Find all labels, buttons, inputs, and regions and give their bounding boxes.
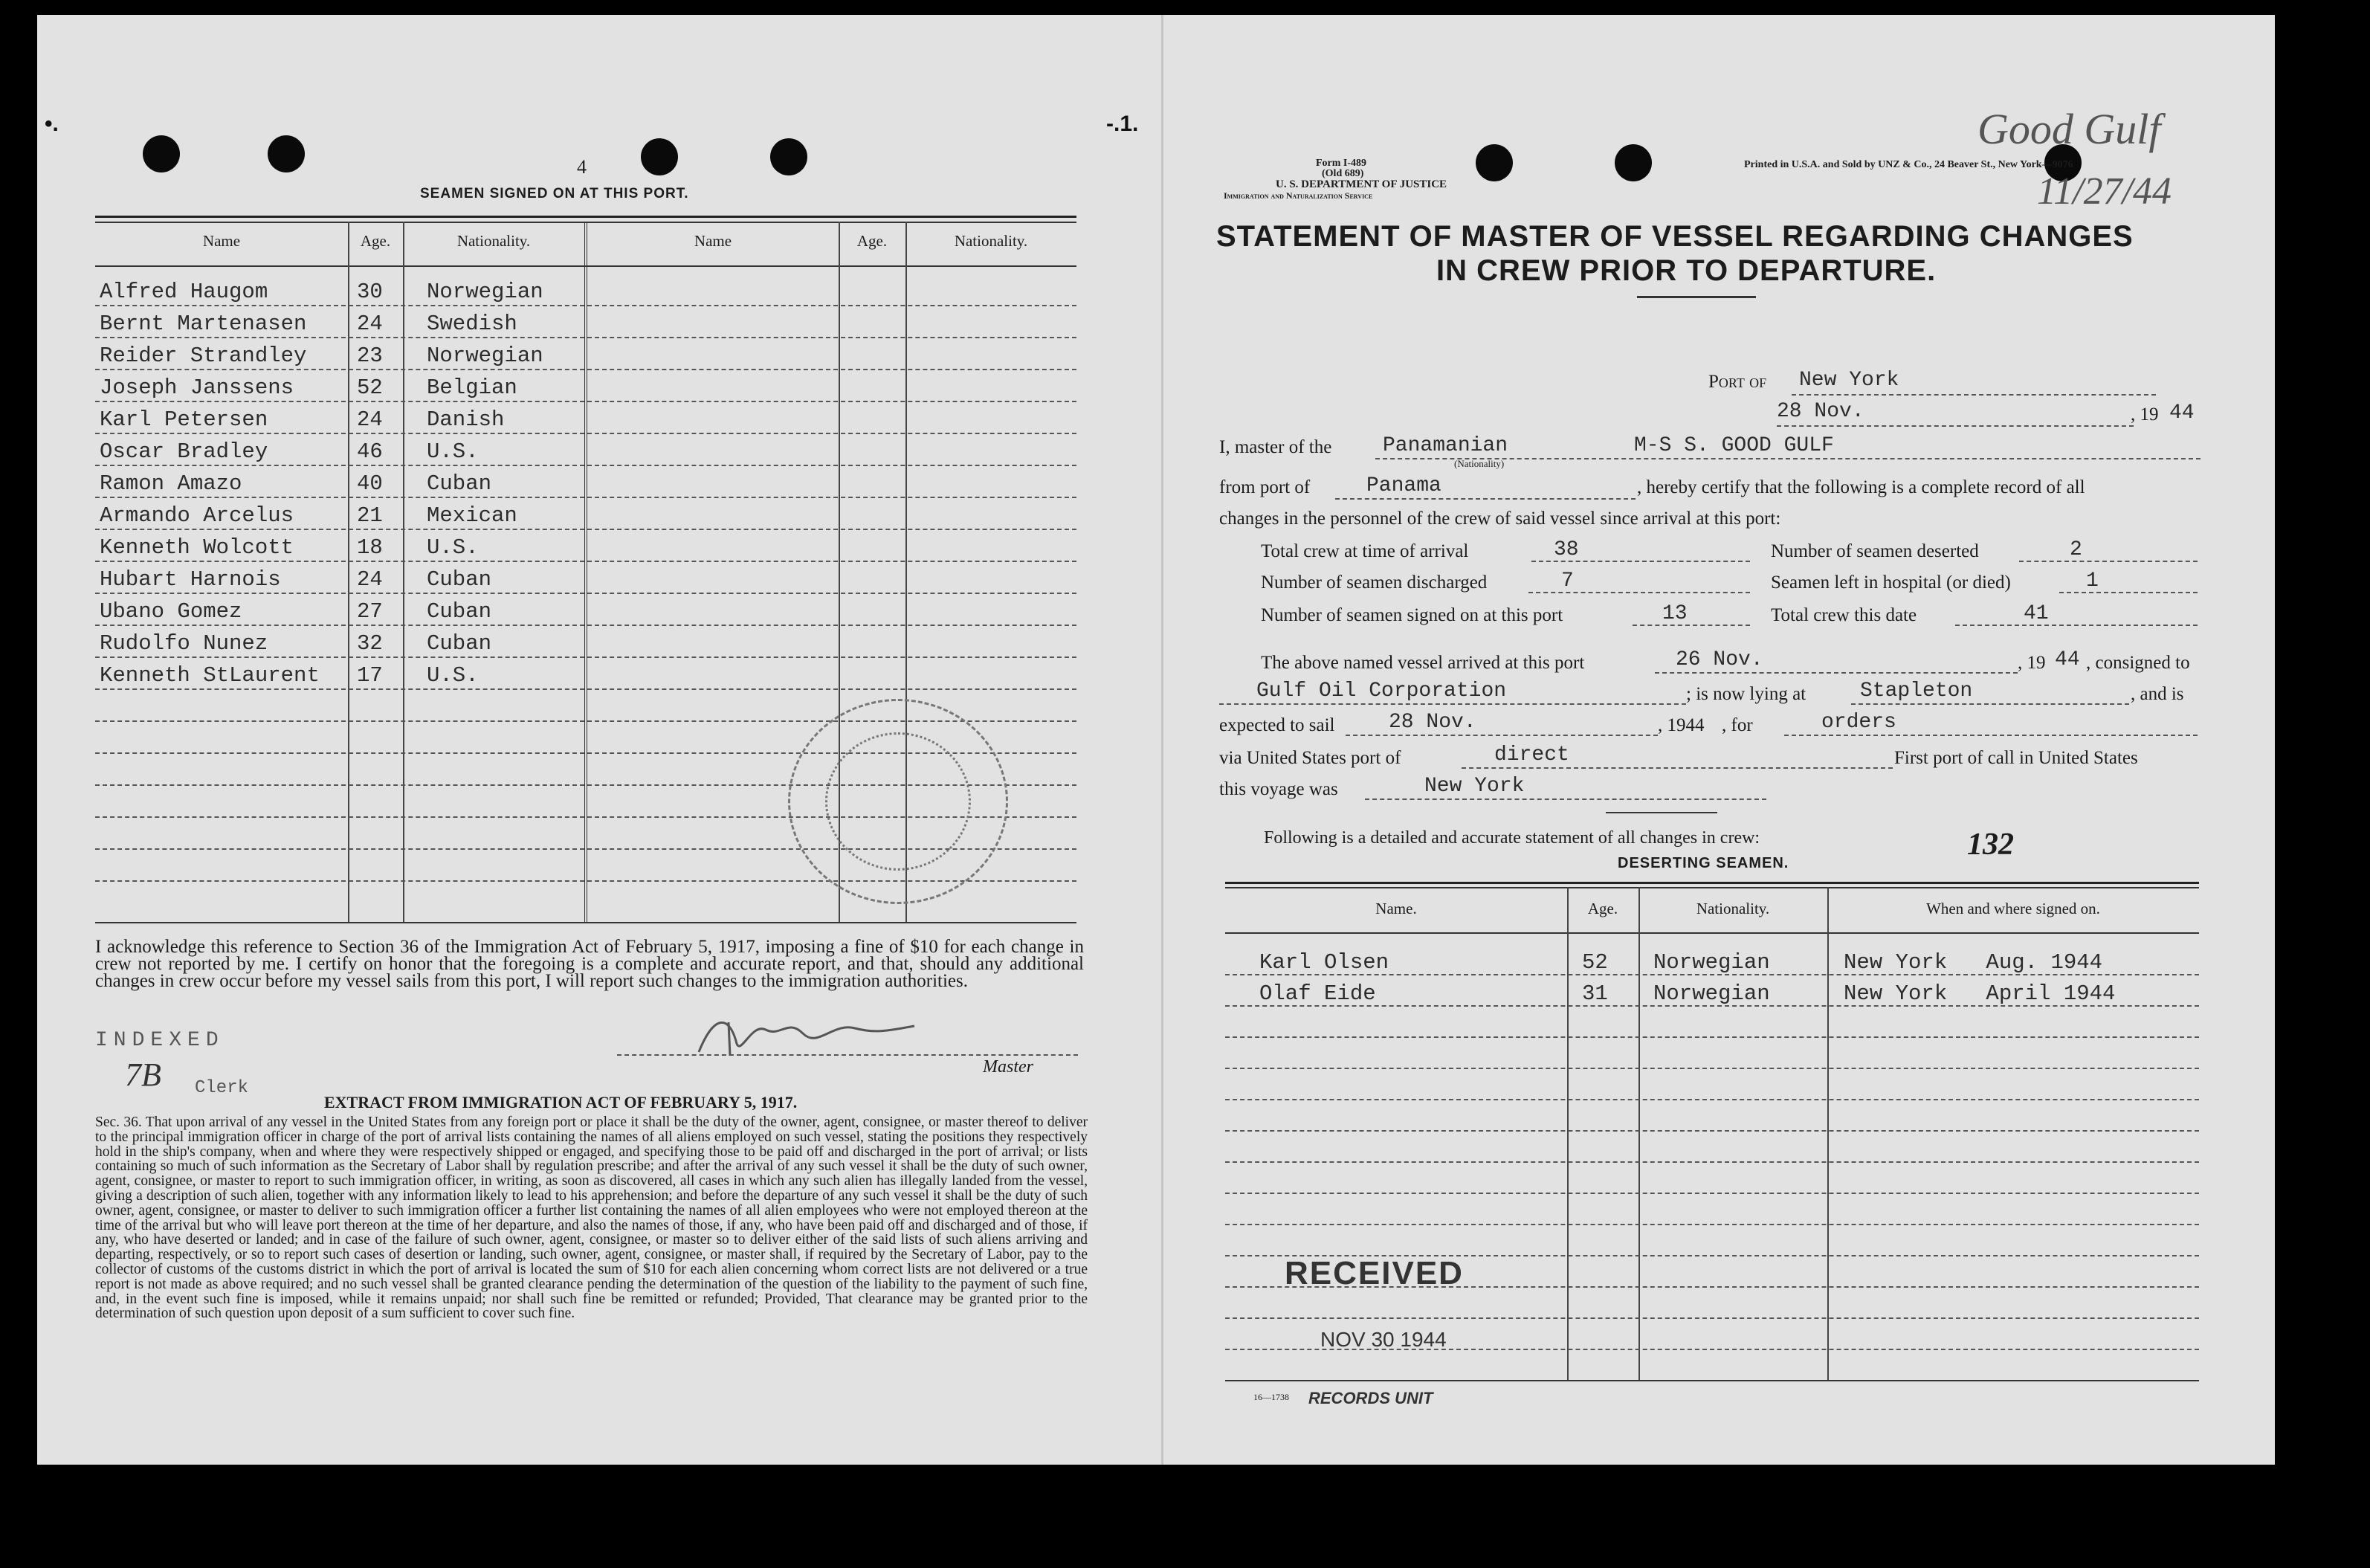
- stat-line: [2019, 561, 2198, 562]
- port-stamp-inner: [825, 732, 971, 871]
- crew-age: 24: [357, 567, 383, 592]
- for-line: [1784, 735, 2198, 736]
- ruling-line: [95, 465, 1076, 466]
- crew-nationality: Cuban: [427, 631, 492, 656]
- year-prefix: , 19: [2131, 404, 2159, 425]
- crew-age: 30: [357, 280, 383, 304]
- crew-name: Oscar Bradley: [100, 439, 268, 464]
- deserting-top-rule-2: [1225, 887, 2199, 888]
- stat-line: [1955, 625, 2198, 626]
- consignee-line: [1219, 703, 1686, 705]
- sail-line: [1346, 735, 1658, 736]
- crew-name: Reider Strandley: [100, 343, 307, 368]
- deserter-age: 31: [1582, 981, 1608, 1006]
- sail-date-value: 28 Nov.: [1389, 711, 1476, 734]
- arrived-text: The above named vessel arrived at this port: [1261, 653, 1585, 673]
- crew-age: 24: [357, 312, 383, 336]
- form-title-line-1: STATEMENT OF MASTER OF VESSEL REGARDING CHANGES: [1216, 220, 2134, 253]
- deserting-col-divider: [1567, 887, 1569, 1380]
- arrived-line: [1655, 672, 2018, 674]
- punch-hole: [143, 135, 180, 172]
- clerk-label: Clerk: [195, 1078, 249, 1098]
- printer-imprint: Printed in U.S.A. and Sold by UNZ & Co., 24 Beaver St., New York—9076: [1744, 159, 2073, 170]
- deserting-header-name: Name.: [1375, 900, 1417, 917]
- form-footer-code: 16—1738: [1253, 1392, 1289, 1402]
- deserting-bottom-rule: [1225, 1380, 2199, 1381]
- column-header-nationality: Nationality.: [456, 232, 531, 250]
- from-port-line: [1335, 498, 1636, 500]
- crew-name: Hubart Harnois: [100, 567, 281, 592]
- crew-nationality: Cuban: [427, 599, 492, 624]
- deserter-nationality: Norwegian: [1653, 981, 1770, 1006]
- crew-age: 17: [357, 663, 383, 688]
- via-line: [1462, 767, 1893, 769]
- deserting-header-rule: [1225, 932, 2199, 934]
- vessel-name: M-S S. GOOD GULF: [1634, 434, 1834, 457]
- ruling-line: [1225, 1224, 2199, 1225]
- crew-nationality: U.S.: [427, 439, 479, 464]
- page-fold: [1161, 15, 1163, 1465]
- corner-mark-left: •.: [45, 112, 59, 136]
- form-old-number: (Old 689): [1322, 168, 1364, 179]
- crew-nationality: Cuban: [427, 471, 492, 496]
- arrived-value: 26 Nov.: [1676, 648, 1763, 671]
- deserting-col-divider: [1827, 887, 1829, 1380]
- year-value: 44: [2169, 401, 2195, 425]
- crew-age: 21: [357, 503, 383, 528]
- crew-name: Ubano Gomez: [100, 599, 242, 624]
- lying-value: Stapleton: [1860, 680, 1973, 703]
- extract-title: EXTRACT FROM IMMIGRATION ACT OF FEBRUARY 5, 1917.: [324, 1093, 798, 1112]
- form-title-line-2: IN CREW PRIOR TO DEPARTURE.: [1436, 254, 1937, 287]
- consignee-value: Gulf Oil Corporation: [1256, 680, 1507, 703]
- records-unit-stamp: RECORDS UNIT: [1308, 1389, 1433, 1407]
- following-text: Following is a detailed and accurate statement of all changes in crew:: [1264, 828, 1760, 848]
- lying-line: [1851, 703, 2129, 705]
- and-is-text: , and is: [2131, 684, 2184, 704]
- ruling-line: [1225, 1130, 2199, 1132]
- table-bottom-rule: [95, 922, 1076, 923]
- voyage-value: New York: [1424, 775, 1525, 798]
- date-line: [1777, 425, 2134, 427]
- department-name: U. S. DEPARTMENT OF JUSTICE: [1276, 178, 1447, 190]
- ruling-line: [1225, 974, 2199, 975]
- ruling-line: [95, 688, 1076, 690]
- ruling-line: [1225, 1099, 2199, 1100]
- crew-age: 46: [357, 439, 383, 464]
- deserter-name: Olaf Eide: [1259, 981, 1376, 1006]
- ruling-line: [1225, 1193, 2199, 1194]
- title-underline: [1637, 296, 1756, 298]
- acknowledgment-text: I acknowledge this reference to Section 36 of the Immigration Act of February 5, 1917, imposing a fine of $10 for each change in crew not reported by me. I certify on honor that the foregoing is a complete and accurate report, and that, should any additional changes in crew occur before my vessel sails from this port, I will report such changes to the immigration authorities.: [95, 937, 1084, 991]
- crew-name: Kenneth Wolcott: [100, 535, 294, 560]
- hospital-value: 1: [2086, 570, 2099, 593]
- deserted-label: Number of seamen deserted: [1771, 541, 1979, 561]
- ruling-line: [95, 529, 1076, 530]
- document-number: 132: [1967, 827, 2014, 862]
- total-arrival-value: 38: [1554, 538, 1579, 561]
- clerk-initials: 7B: [125, 1056, 161, 1093]
- total-date-label: Total crew this date: [1771, 605, 1917, 625]
- first-port-text: First port of call in United States: [1894, 748, 2138, 768]
- for-value: orders: [1821, 711, 1896, 734]
- crew-nationality: Cuban: [427, 567, 492, 592]
- crew-name: Bernt Martenasen: [100, 312, 307, 336]
- handwritten-vessel-name: Good Gulf: [1977, 105, 2161, 153]
- crew-name: Ramon Amazo: [100, 471, 242, 496]
- page-number: 4: [577, 156, 587, 178]
- deserter-nationality: Norwegian: [1653, 950, 1770, 975]
- crew-age: 32: [357, 631, 383, 656]
- form-number: Form I-489: [1316, 158, 1367, 169]
- ruling-line: [1225, 1317, 2199, 1319]
- crew-nationality: Norwegian: [427, 343, 543, 368]
- signed-on-value: 13: [1662, 602, 1688, 625]
- ruling-line: [95, 561, 1076, 562]
- corner-mark-center: -.1.: [1106, 112, 1139, 136]
- deserting-header-nationality: Nationality.: [1696, 900, 1770, 917]
- ruling-line: [1225, 1005, 2199, 1007]
- deserting-header-age: Age.: [1587, 900, 1618, 917]
- deserted-value: 2: [2070, 538, 2082, 561]
- nationality-value: Panamanian: [1383, 434, 1508, 457]
- indexed-stamp: INDEXED: [95, 1029, 225, 1052]
- port-label: Port of: [1708, 372, 1767, 392]
- punch-hole: [1615, 144, 1652, 181]
- ruling-line: [95, 433, 1076, 434]
- service-name: Immigration and Naturalization Service: [1224, 190, 1373, 201]
- ruling-line: [95, 497, 1076, 498]
- punch-hole: [641, 138, 678, 175]
- column-header-name-2: Name: [694, 232, 732, 250]
- from-port-value: Panama: [1366, 474, 1441, 497]
- deserter-age: 52: [1582, 950, 1608, 975]
- port-value: New York: [1799, 369, 1899, 392]
- for-text: , for: [1722, 715, 1753, 735]
- crew-age: 18: [357, 535, 383, 560]
- deserter-name: Karl Olsen: [1259, 950, 1389, 975]
- column-header-name: Name: [202, 232, 241, 250]
- ruling-line: [95, 656, 1076, 658]
- stat-line: [2059, 592, 2198, 593]
- master-label: Master: [983, 1057, 1033, 1077]
- ruling-line: [95, 625, 1076, 626]
- crew-name: Kenneth StLaurent: [100, 663, 320, 688]
- punch-hole: [770, 138, 807, 175]
- crew-age: 24: [357, 407, 383, 432]
- arrived-year: 44: [2055, 648, 2080, 671]
- total-arrival-label: Total crew at time of arrival: [1261, 541, 1469, 561]
- master-of-the-label: I, master of the: [1219, 437, 1332, 457]
- ruling-line: [95, 369, 1076, 370]
- port-line: [1792, 394, 2156, 396]
- stat-line: [1528, 592, 1750, 593]
- ruling-line: [95, 401, 1076, 402]
- column-header-age-2: Age.: [856, 232, 888, 250]
- discharged-label: Number of seamen discharged: [1261, 572, 1488, 593]
- ruling-line: [95, 305, 1076, 306]
- hospital-label: Seamen left in hospital (or died): [1771, 572, 2011, 593]
- deserter-signed-on: New York April 1944: [1844, 981, 2116, 1006]
- crew-nationality: Danish: [427, 407, 505, 432]
- crew-nationality: U.S.: [427, 663, 479, 688]
- table-top-rule: [95, 216, 1076, 218]
- voyage-text: this voyage was: [1219, 779, 1338, 799]
- deserting-top-rule: [1225, 882, 2199, 884]
- stat-line: [1531, 561, 1750, 562]
- ruling-line: [1225, 1161, 2199, 1163]
- divider-rule: [1606, 812, 1717, 813]
- section-title: SEAMEN SIGNED ON AT THIS PORT.: [420, 186, 689, 201]
- lying-text: ; is now lying at: [1686, 684, 1806, 704]
- total-date-value: 41: [2024, 602, 2049, 625]
- crew-age: 23: [357, 343, 383, 368]
- received-date-stamp: NOV 30 1944: [1320, 1328, 1447, 1351]
- certify-text: , hereby certify that the following is a complete record of all: [1637, 477, 2085, 497]
- ruling-line: [1225, 1036, 2199, 1038]
- crew-nationality: Belgian: [427, 375, 517, 400]
- deserting-seamen-title: DESERTING SEAMEN.: [1618, 855, 1789, 871]
- nationality-caption: (Nationality): [1454, 458, 1505, 469]
- crew-age: 27: [357, 599, 383, 624]
- crew-age: 40: [357, 471, 383, 496]
- master-signature: [684, 1007, 922, 1067]
- handwritten-date: 11/27/44: [2037, 170, 2172, 213]
- crew-name: Rudolfo Nunez: [100, 631, 268, 656]
- from-port-label: from port of: [1219, 477, 1311, 497]
- via-text: via United States port of: [1219, 748, 1401, 768]
- crew-name: Armando Arcelus: [100, 503, 294, 528]
- date-value: 28 Nov.: [1777, 400, 1864, 423]
- section-36-text: Sec. 36. That upon arrival of any vessel in the United States from any foreign port or place it shall be the duty of the owner, agent, consignee, or master thereof to deliver to the principal immigration officer in charge of the port of arrival lists containing the names of all aliens employed on such vessel, stating the positions they respectively hold in the ship's company, when and where they were respectively shipped or engaged, and specifying those to be paid off and discharged in the port of arrival; or lists containing so much of such information as the Secretary of Labor shall by regulation prescribe; and after the arrival of any such vessel it shall be the duty of such owner, agent, consignee, or master to report to such immigration officer, in writing, as soon as discovered, all cases in which any such alien has illegally landed from the vessel, giving a description of such alien, together with any information likely to lead to his apprehension; and before the departure of any such vessel it shall be the duty of such owner, agent, consignee, or master to deliver to such immigration officer a further list containing the names of all alien employees who were not employed thereon at the time of the arrival but who will leave port thereon at the time of her departure, and also the names of those, if any, who have been paid off and discharged and of those, if any, who have deserted or landed; and in case of the failure of such owner, agent, consignee, or master so to deliver either of the said lists of such aliens arriving and departing, respectively, or so to report such cases of desertion or landing, such owner, agent, consignee, or master shall, if required by the Secretary of Labor, pay to the collector of customs of the customs district in which the port of arrival is located the sum of $10 for each alien concerning whom correct lists are not delivered or a true report is not made as above required; and no such vessel shall be granted clearance pending the determination of the question of the liability to the payment of such fine, and, in the event such fine is imposed, while it remains unpaid; nor shall such fine be remitted or refunded; Provided, That clearance may be granted prior to the determination of such question upon deposit of a sum sufficient to cover such fine.: [95, 1114, 1088, 1322]
- punch-hole: [1476, 144, 1513, 181]
- voyage-line: [1365, 798, 1766, 800]
- column-header-age: Age.: [360, 232, 391, 250]
- crew-name: Alfred Haugom: [100, 280, 268, 304]
- changes-text: changes in the personnel of the crew of said vessel since arrival at this port:: [1219, 509, 1781, 529]
- crew-name: Joseph Janssens: [100, 375, 294, 400]
- deserter-signed-on: New York Aug. 1944: [1844, 950, 2103, 975]
- column-header-nationality-2: Nationality.: [954, 232, 1028, 250]
- deserting-header-signed-on: When and where signed on.: [1926, 900, 2100, 917]
- signed-on-label: Number of seamen signed on at this port: [1261, 605, 1563, 625]
- via-value: direct: [1494, 743, 1569, 767]
- crew-name: Karl Petersen: [100, 407, 268, 432]
- ruling-line: [95, 337, 1076, 338]
- crew-nationality: Mexican: [427, 503, 517, 528]
- ruling-line: [1225, 1068, 2199, 1069]
- received-stamp: RECEIVED: [1285, 1255, 1464, 1291]
- consigned-to-text: , consigned to: [2086, 653, 2190, 673]
- deserting-col-divider: [1638, 887, 1640, 1380]
- crew-nationality: Swedish: [427, 312, 517, 336]
- punch-hole: [268, 135, 305, 172]
- discharged-value: 7: [1561, 570, 1574, 593]
- crew-nationality: U.S.: [427, 535, 479, 560]
- ruling-line: [95, 593, 1076, 594]
- expected-text: expected to sail: [1219, 715, 1335, 735]
- stat-line: [1633, 625, 1750, 626]
- crew-nationality: Norwegian: [427, 280, 543, 304]
- vessel-line: [1375, 458, 2201, 459]
- arrived-year-prefix: , 19: [2018, 653, 2046, 673]
- crew-age: 52: [357, 375, 383, 400]
- sail-year-text: , 1944: [1658, 715, 1705, 735]
